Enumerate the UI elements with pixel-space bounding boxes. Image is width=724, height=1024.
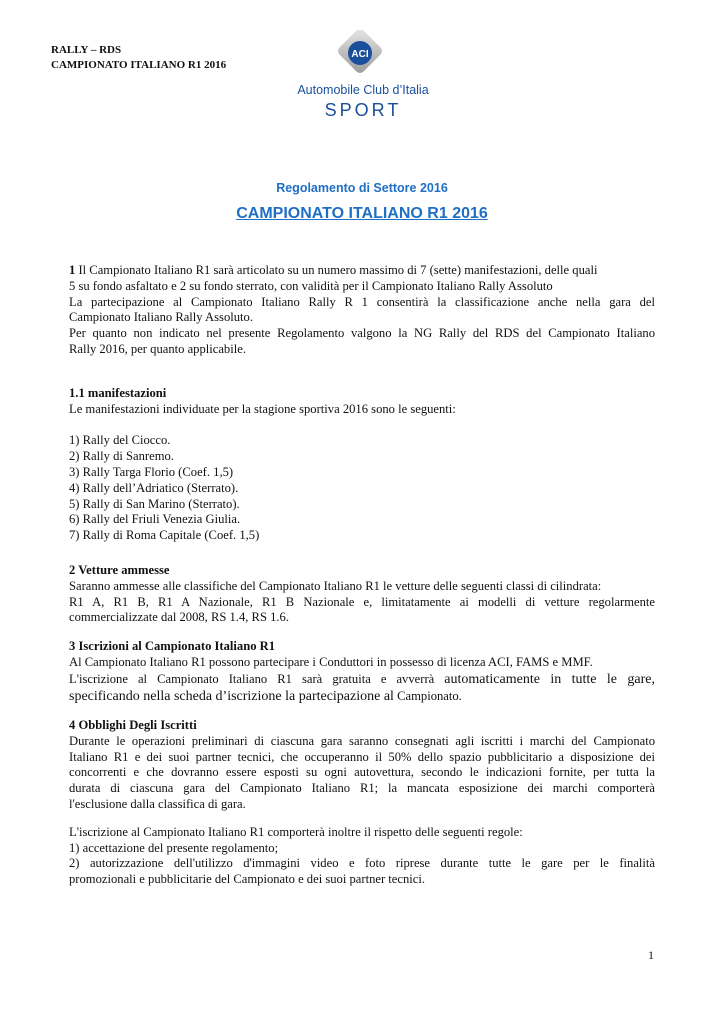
text-line: Le manifestazioni individuate per la stagione sportiva 2016 sono le seguenti: — [69, 401, 456, 416]
section-1-1 — [69, 386, 655, 544]
text-line: concorrenti e che dovranno essere esposti su ogni autovettura, secondo le indicazioni fornite, per tutta la — [69, 765, 655, 780]
section-heading: 4 Obblighi Degli Iscritti — [69, 718, 197, 732]
section-number: 1 — [69, 263, 76, 277]
text-line: 5 su fondo asfaltato e 2 su fondo sterrato, con validità per il Campionato Italiano Rally Assoluto — [69, 278, 553, 293]
text-line: Rally 2016, per quanto applicabile. — [69, 341, 246, 356]
page-number: 1 — [648, 948, 654, 962]
text-line: L'iscrizione al Campionato Italiano R1 comporterà inoltre il rispetto delle seguenti regole: — [69, 824, 523, 839]
text-line: l'esclusione dalla classifica di gara. — [69, 796, 246, 811]
text-line: R1 A, R1 B, R1 A Nazionale, R1 B Nazionale e, limitatamente ai modelli di vetture regolarmente — [69, 594, 655, 609]
text-line: automaticamente in tutte le gare, — [444, 671, 655, 687]
text-line: L'iscrizione al Campionato Italiano R1 sarà gratuita e avverrà — [69, 671, 435, 686]
svg-text:SPORT: SPORT — [324, 100, 402, 120]
svg-text:Automobile Club d’Italia: Automobile Club d’Italia — [297, 83, 429, 97]
section-4 — [69, 718, 655, 888]
aci-logo-icon — [296, 30, 430, 120]
section-3 — [69, 639, 655, 705]
text-line: Campionato. — [397, 688, 462, 703]
list-item: 5) Rally di San Marino (Sterrato). — [69, 496, 240, 511]
list-item: 2) Rally di Sanremo. — [69, 449, 174, 464]
text-line: 1) accettazione del presente regolamento; — [69, 840, 279, 855]
text-line: Campionato Italiano Rally Assoluto. — [69, 310, 253, 325]
section-heading: 2 Vetture ammesse — [69, 563, 170, 577]
list-item: 3) Rally Targa Florio (Coef. 1,5) — [69, 464, 234, 479]
text-line: Al Campionato Italiano R1 possono partecipare i Conduttori in possesso di licenza ACI, FAMS e MMF. — [69, 654, 593, 669]
section-heading: 1.1 manifestazioni — [69, 386, 167, 400]
svg-text:ACI: ACI — [351, 49, 369, 60]
aci-sport-logo — [296, 30, 430, 120]
section-1 — [69, 263, 655, 358]
text-line: specificando nella scheda d’iscrizione la partecipazione al — [69, 688, 394, 704]
text-line: durata di ciascuna gara del Campionato Italiano R1; la mancata esposizione dei marchi comporterà — [69, 781, 655, 796]
header-line-1: RALLY – RDS — [51, 44, 122, 56]
text-line: promozionali e pubblicitarie del Campionato e dei suoi partner tecnici. — [69, 872, 426, 887]
document-subtitle: Regolamento di Settore 2016 — [276, 181, 448, 195]
text-line: Italiano R1 e dei suoi partner tecnici, che occuperanno il 50% dello spazio pubblicitario a disposizione dei — [69, 749, 655, 764]
header-line-2: CAMPIONATO ITALIANO R1 2016 — [51, 59, 227, 71]
text-line: Per quanto non indicato nel presente Regolamento valgono la NG Rally del RDS del Campionato Italiano — [69, 326, 655, 341]
text-line: Il Campionato Italiano R1 sarà articolato su un numero massimo di 7 (sette) manifestazioni, delle quali — [78, 263, 598, 277]
text-line: 2) autorizzazione dell'utilizzo d'immagini video e foto riprese durante tutte le gare per le finalità — [69, 856, 655, 871]
section-2 — [69, 563, 655, 626]
list-item: 6) Rally del Friuli Venezia Giulia. — [69, 512, 241, 527]
list-item: 1) Rally del Ciocco. — [69, 433, 171, 448]
text-line: Saranno ammesse alle classifiche del Campionato Italiano R1 le vetture delle seguenti classi di cilindrata: — [69, 578, 602, 593]
text-line: Durante le operazioni preliminari di ciascuna gara saranno consegnati agli iscritti i marchi del Campionato — [69, 733, 655, 748]
document-title: CAMPIONATO ITALIANO R1 2016 — [236, 205, 488, 222]
text-line: La partecipazione al Campionato Italiano Rally R 1 consentirà la classificazione anche nella gara del — [69, 294, 655, 309]
section-heading: 3 Iscrizioni al Campionato Italiano R1 — [69, 639, 276, 653]
text-line: commercializzate dal 2008, RS 1.4, RS 1.6. — [69, 610, 289, 625]
running-header — [51, 43, 226, 73]
list-item: 4) Rally dell’Adriatico (Sterrato). — [69, 480, 239, 495]
list-item: 7) Rally di Roma Capitale (Coef. 1,5) — [69, 528, 260, 543]
